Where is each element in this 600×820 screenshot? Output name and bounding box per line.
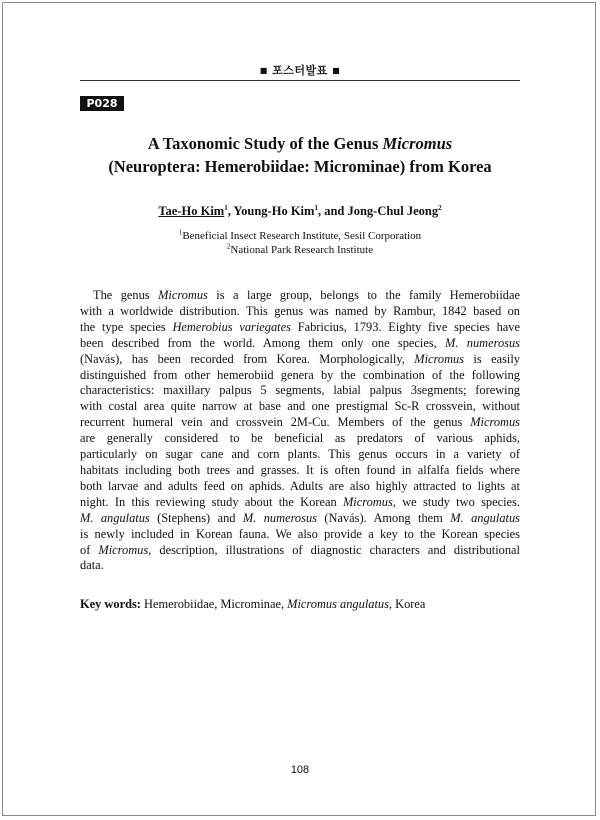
abstract-line: been described from the world. Among them only one species, M. numerosus	[80, 335, 520, 350]
abstract-line: distinguished from other hemerobiid genera by the combination of the following	[80, 367, 520, 382]
keywords: Key words: Hemerobiidae, Microminae, Micromus angulatus, Korea	[80, 597, 426, 611]
abstract-line: the type species Hemerobius variegates Fabricius, 1793. Eighty five species have	[80, 319, 520, 334]
page-number: 108	[290, 764, 310, 776]
affiliation-1: $^1$Beneficial Insect Research Institute, Sesil Corporation	[178, 228, 422, 242]
paper-title	[60, 132, 540, 178]
section-header	[0, 62, 600, 78]
abstract-line: recurrent humeral vein and crossvein 2M-Cu. Members of the genus Micromus	[80, 415, 520, 430]
square-bullet-icon: ■	[332, 66, 341, 75]
abstract-line: particularly on sugar cane and corn plants. This genus occurs in a variety of	[80, 447, 520, 462]
author-list: Tae-Ho Kim$^1$, Young-Ho Kim$^1$, and Jong-Chul Jeong$^2$	[158, 203, 442, 218]
affiliation-2: $^2$National Park Research Institute	[226, 242, 374, 256]
abstract-line: is newly included in Korean fauna. We also provide a key to the Korean species	[80, 526, 520, 541]
abstract-line: data.	[80, 558, 104, 573]
keywords-label: Key words:	[80, 597, 141, 611]
author-name: Young-Ho Kim	[233, 204, 315, 218]
abstract-body	[80, 288, 520, 574]
title-line-1: A Taxonomic Study of the Genus Micromus	[147, 134, 453, 153]
abstract-line: with a worldwide distribution. This genus was named by Rambur, 1842 based on	[80, 303, 520, 318]
abstract-line: M. angulatus (Stephens) and M. numerosus (Navás). Among them M. angulatus	[80, 510, 520, 525]
author-name: Jong-Chul Jeong	[347, 204, 439, 218]
affiliations	[60, 229, 540, 257]
abstract-line: The genus Micromus is a large group, belongs to the family Hemerobiidae	[93, 288, 520, 302]
abstract-line: characteristics: maxillary palpus 5 segments, labial palpus 3segments; forewing	[80, 383, 520, 398]
author-name: Tae-Ho Kim	[158, 204, 225, 218]
abstract-line: are generally considered to be beneficial as predators of various aphids,	[80, 431, 520, 446]
title-line-2: (Neuroptera: Hemerobiidae: Microminae) from Korea	[108, 157, 492, 176]
section-label: 포스터발표	[272, 64, 328, 77]
header-divider	[80, 80, 520, 81]
abstract-line: both larvae and adults feed on aphids. Adults are also highly attracted to lights at	[80, 478, 520, 493]
abstract-line: night. In this reviewing study about the Korean Micromus, we study two species.	[80, 494, 520, 509]
abstract-line: of Micromus, description, illustrations of diagnostic characters and distributional	[80, 542, 520, 557]
poster-code-badge: P028	[80, 96, 124, 111]
abstract-line: habitats including both trees and grasses. It is often found in alfalfa fields where	[80, 462, 520, 477]
abstract-line: (Navás), has been recorded from Korea. Morphologically, Micromus is easily	[80, 351, 520, 366]
square-bullet-icon: ■	[259, 66, 268, 75]
abstract-line: with costal area quite narrow at base and one prestigmal Sc-R crossvein, without	[80, 399, 520, 414]
